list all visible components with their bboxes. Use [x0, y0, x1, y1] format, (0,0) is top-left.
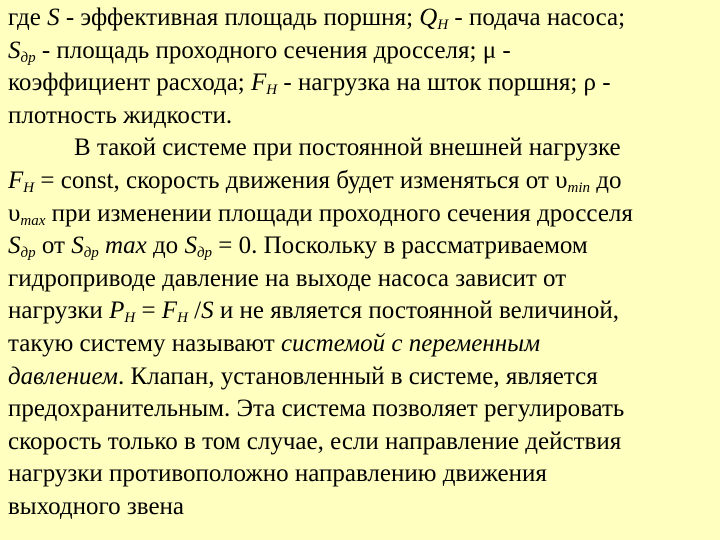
- text-run: S: [201, 297, 214, 325]
- text-run: до: [146, 232, 185, 260]
- text-run: S: [184, 232, 197, 260]
- text-run: - подача насоса;: [448, 4, 626, 31]
- text-run: υ: [555, 166, 568, 194]
- text-run: - нагрузка на шток поршня;: [277, 69, 584, 97]
- text-run: - эффективная площадь поршня;: [59, 4, 420, 31]
- text-line: [8, 100, 714, 133]
- text-line: [8, 328, 714, 361]
- text-run: S: [8, 36, 21, 64]
- text-line: [8, 198, 714, 231]
- text-run: F: [161, 297, 178, 325]
- subscript-text: Н: [177, 310, 188, 327]
- subscript-text: Н: [23, 179, 35, 196]
- text-run: при изменении площади проходного сечения дросселя: [45, 199, 633, 227]
- subscript-text: Н: [437, 17, 449, 33]
- text-run: такую систему называют: [8, 329, 281, 357]
- text-run: - площадь проходного сечения дросселя;: [35, 36, 483, 64]
- text-run: υ: [8, 199, 21, 227]
- text-run: плотность жидкости.: [8, 101, 233, 129]
- text-run: Q: [419, 4, 438, 31]
- text-run: до: [590, 166, 622, 194]
- text-line: [8, 458, 714, 491]
- text-run: S: [8, 232, 21, 260]
- text-run: μ: [482, 36, 497, 64]
- text-line: [8, 2, 714, 35]
- text-run: -: [496, 36, 511, 64]
- text-line: [8, 393, 714, 426]
- text-run: где: [8, 4, 48, 31]
- text-run: нагрузки противоположно направлению движения: [8, 460, 547, 488]
- text-run: /: [187, 297, 202, 325]
- text-line: [8, 132, 714, 165]
- subscript-text: min: [567, 179, 590, 196]
- text-run: F: [8, 166, 24, 194]
- text-run: S: [47, 4, 60, 31]
- text-line: [8, 35, 714, 68]
- text-line: [8, 426, 714, 459]
- text-run: = const, скорость движения будет изменяться от: [34, 166, 556, 194]
- subscript-text: др: [196, 245, 213, 262]
- text-run: гидроприводе давление на выходе насоса зависит от: [8, 264, 567, 292]
- text-run: скорость только в том случае, если направление действия: [8, 427, 622, 455]
- subscript-text: Н: [266, 82, 278, 99]
- text-line: [8, 263, 714, 296]
- text-run: P: [109, 297, 125, 325]
- text-line: [8, 295, 714, 328]
- text-run: max: [98, 232, 147, 260]
- text-run: F: [251, 69, 267, 97]
- text-run: = 0. Поскольку в рассматриваемом: [212, 232, 588, 260]
- text-run: -: [596, 69, 611, 97]
- text-run: от: [35, 232, 72, 260]
- text-line: [8, 491, 714, 524]
- text-run: В такой системе при постоянной внешней нагрузке: [74, 134, 621, 162]
- text-run: предохранительным. Эта система позволяет регулировать: [8, 395, 625, 423]
- text-run: S: [71, 232, 84, 260]
- subscript-text: др: [83, 245, 99, 262]
- text-run: =: [135, 297, 162, 325]
- text-run: системой с переменным: [280, 329, 541, 357]
- text-run: . Клапан, установленный в системе, является: [117, 362, 598, 390]
- text-run: давлением: [8, 362, 118, 390]
- text-run: выходного звена: [8, 492, 185, 520]
- text-run: и не является постоянной величиной,: [213, 297, 620, 325]
- text-line: [8, 67, 714, 100]
- subscript-text: Н: [124, 310, 136, 327]
- text-run: ρ: [583, 69, 597, 97]
- subscript-text: др: [20, 49, 36, 66]
- subscript-text: max: [20, 212, 46, 229]
- text-run: коэффициент расхода;: [8, 69, 252, 97]
- text-line: [8, 230, 714, 263]
- text-line: [8, 165, 714, 198]
- subscript-text: др: [20, 245, 36, 262]
- text-run: нагрузки: [8, 297, 110, 325]
- body-text: [8, 2, 714, 524]
- text-line: [8, 361, 714, 394]
